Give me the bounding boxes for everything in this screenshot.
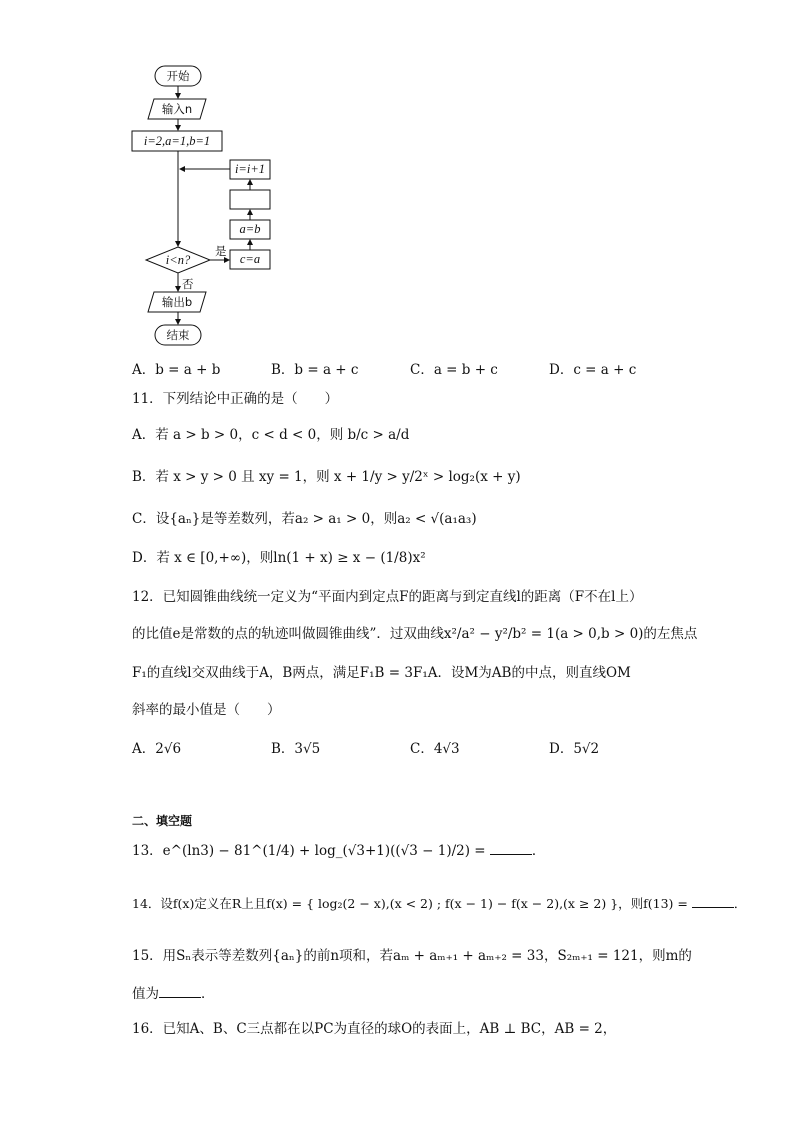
- q11-option-b: B．若 x > y > 0 且 xy = 1，则 x + 1/y > y/2ˣ > log₂(x + y): [132, 469, 521, 485]
- q12-option-a: A．2√6: [132, 741, 182, 757]
- q13: [132, 840, 545, 861]
- q10-option-d: D．c = a + c: [549, 362, 637, 378]
- q15-answer-blank[interactable]: [159, 983, 201, 998]
- q12-line-1: 12．已知圆锥曲线统一定义为“平面内到定点F的距离与到定直线l的距离（F不在l上）: [132, 589, 643, 605]
- yes-label: 是: [215, 244, 227, 258]
- decision-label: i<n?: [165, 253, 191, 267]
- q11-option-c: C．设{aₙ}是等差数列，若a₂ > a₁ > 0，则a₂ < √(a₁a₃): [132, 511, 477, 527]
- end-label: 结束: [166, 328, 190, 342]
- q14-text: 14．设f(x)定义在R上且f(x) = { log₂(2 − x),(x < 2) ; f(x − 1) − f(x − 2),(x ≥ 2) }，则f(13) =: [132, 896, 688, 911]
- q12-line-4: 斜率的最小值是（ ）: [132, 702, 281, 718]
- q14: [132, 893, 746, 914]
- q15-line-1: 15．用Sₙ表示等差数列{aₙ}的前n项和，若aₘ + aₘ₊₁ + aₘ₊₂ = 33，S₂ₘ₊₁ = 121，则m的: [132, 948, 692, 964]
- blank-box: [230, 190, 270, 209]
- q16-line-1: 16．已知A、B、C三点都在以PC为直径的球O的表面上，AB ⊥ BC，AB = 2，: [132, 1021, 617, 1037]
- no-label: 否: [182, 277, 194, 291]
- q12-option-d: D．5√2: [549, 741, 600, 757]
- q13-text: 13．e^(ln3) − 81^(1/4) + log_(√3+1)((√3 − 1)/2) =: [132, 843, 486, 859]
- q10-option-a: A．b = a + b: [132, 362, 221, 378]
- update-i-label: i=i+1: [234, 162, 266, 176]
- q13-answer-blank[interactable]: [490, 840, 532, 855]
- q11-option-a: A．若 a > b > 0，c < d < 0，则 b/c > a/d: [132, 427, 410, 443]
- output-label: 输出b: [161, 295, 193, 309]
- q10-option-c: C．a = b + c: [410, 362, 498, 378]
- init-label: i=2,a=1,b=1: [143, 134, 211, 148]
- q15-period: ．: [201, 986, 215, 1002]
- q14-answer-blank[interactable]: [692, 893, 734, 908]
- q11-stem: 11．下列结论中正确的是（ ）: [132, 391, 339, 407]
- q12-line-3: F₁的直线l交双曲线于A，B两点，满足F₁B = 3F₁A．设M为AB的中点，则直线OM: [132, 665, 631, 681]
- q12-option-c: C．4√3: [410, 741, 460, 757]
- input-label: 输入n: [161, 102, 193, 116]
- assign-c-label: c=a: [239, 252, 261, 266]
- q10-option-b: B．b = a + c: [271, 362, 359, 378]
- section-heading: 二、填空题: [132, 814, 193, 828]
- start-label: 开始: [166, 69, 190, 83]
- q14-period: ．: [733, 896, 747, 911]
- q11-option-d: D．若 x ∈ [0,+∞)，则ln(1 + x) ≥ x − (1/8)x²: [132, 550, 426, 566]
- q15-line-2-text: 值为: [132, 986, 159, 1002]
- assign-a-label: a=b: [239, 222, 261, 236]
- q15-line-2: [132, 983, 215, 1004]
- q13-period: ．: [531, 843, 546, 859]
- flowchart: [120, 58, 290, 354]
- q12-option-b: B．3√5: [271, 741, 321, 757]
- q12-line-2: 的比值e是常数的点的轨迹叫做圆锥曲线”．过双曲线x²/a² − y²/b² = 1(a > 0,b > 0)的左焦点: [132, 626, 698, 642]
